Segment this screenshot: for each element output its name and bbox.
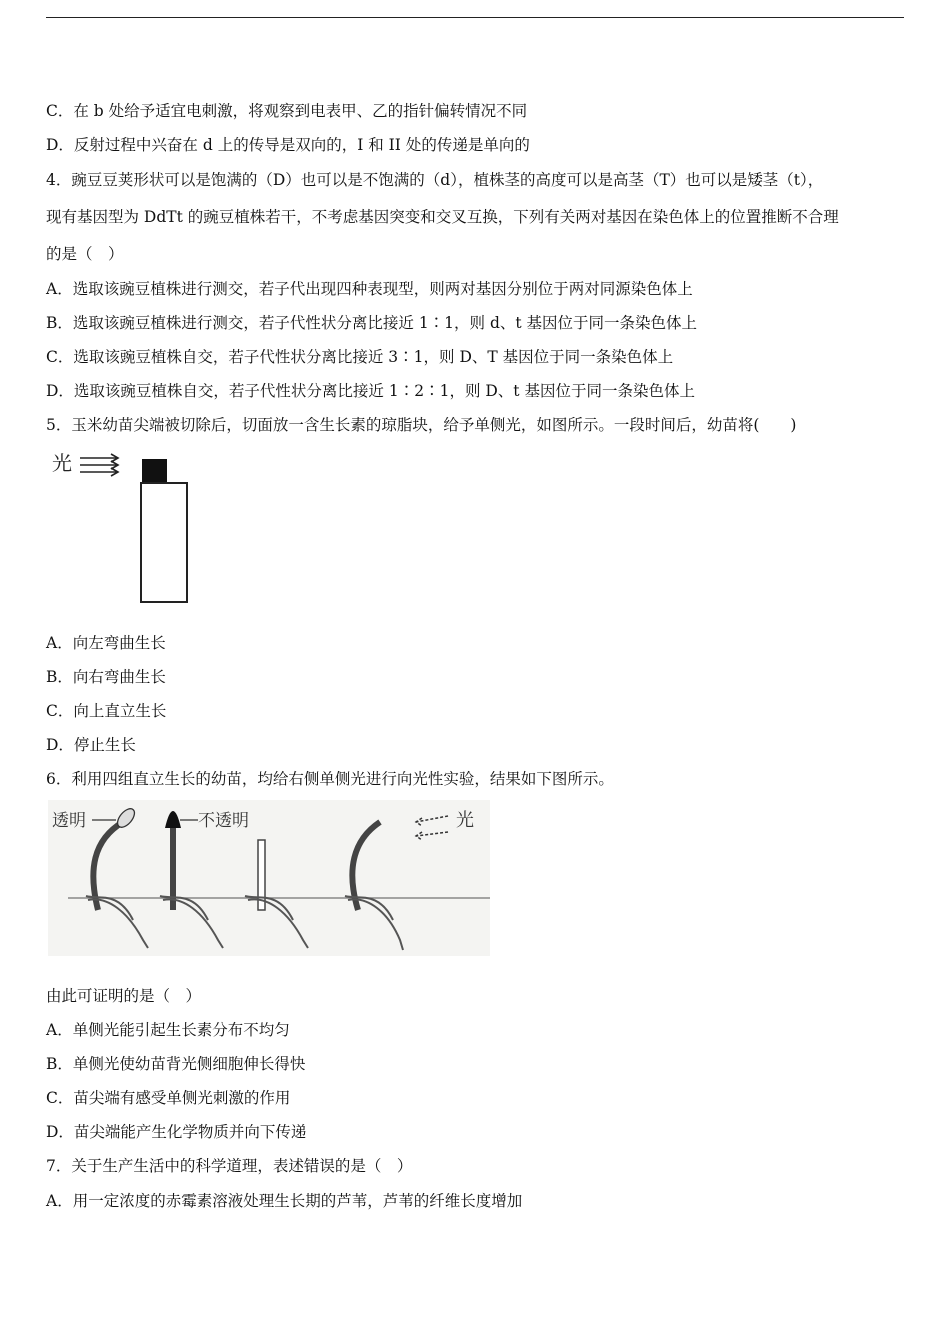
q5-option-b: B．向右弯曲生长	[46, 668, 166, 686]
q5-option-c: C．向上直立生长	[46, 702, 167, 720]
phototropism-figure	[48, 800, 490, 956]
q4-stem-line3: 的是（ ）	[46, 245, 124, 263]
q5-stem: 5．玉米幼苗尖端被切除后，切面放一含生长素的琼脂块，给予单侧光，如图所示。一段时间后，幼苗将( )	[46, 416, 797, 434]
q5-option-a: A．向左弯曲生长	[46, 634, 166, 652]
q4-option-b: B．选取该豌豆植株进行测交，若子代性状分离比接近 1∶1，则 d、t 基因位于同一条染色体上	[46, 314, 698, 332]
q6-option-c: C．苗尖端有感受单侧光刺激的作用	[46, 1089, 291, 1107]
q4-stem-line1: 4．豌豆豆荚形状可以是饱满的（D）也可以是不饱满的（d），植株茎的高度可以是高茎（T）也可以是矮茎（t），	[46, 171, 824, 189]
q6-prompt: 由此可证明的是（ ）	[46, 987, 202, 1005]
label-transparent: 透明	[52, 811, 86, 831]
seedling-transparent-cap	[86, 806, 148, 948]
light-arrows-fig2	[416, 816, 448, 840]
q6-option-a: A．单侧光能引起生长素分布不均匀	[46, 1021, 290, 1039]
q4-stem-line2: 现有基因型为 DdTt 的豌豆植株若干，不考虑基因突变和交叉互换，下列有关两对基因在染色体上的位置推断不合理	[46, 208, 839, 226]
q7-stem: 7．关于生产生活中的科学道理，表述错误的是（ ）	[46, 1157, 413, 1175]
q5-option-d: D．停止生长	[46, 736, 136, 754]
label-opaque: 不透明	[198, 811, 249, 831]
light-arrows	[80, 454, 118, 476]
q4-option-a: A．选取该豌豆植株进行测交，若子代出现四种表现型，则两对基因分别位于两对同源染色体上	[46, 280, 693, 298]
q6-option-b: B．单侧光使幼苗背光侧细胞伸长得快	[46, 1055, 306, 1073]
q4-option-d: D．选取该豌豆植株自交，若子代性状分离比接近 1∶2∶1，则 D、t 基因位于同一条染色体上	[46, 382, 695, 400]
seedling-tip-removed	[245, 840, 308, 948]
seedling-agar-figure	[48, 450, 198, 610]
q6-option-d: D．苗尖端能产生化学物质并向下传递	[46, 1123, 307, 1141]
q3-option-c: C．在 b 处给予适宜电刺激，将观察到电表甲、乙的指针偏转情况不同	[46, 102, 528, 120]
light-label: 光	[52, 451, 72, 475]
seedling-stem	[141, 483, 187, 602]
seedling-intact	[345, 822, 403, 950]
q7-option-a: A．用一定浓度的赤霉素溶液处理生长期的芦苇，芦苇的纤维长度增加	[46, 1192, 523, 1210]
seedling-opaque-cap	[160, 811, 223, 948]
agar-block	[142, 459, 167, 483]
q4-option-c: C．选取该豌豆植株自交，若子代性状分离比接近 3∶1，则 D、T 基因位于同一条染色体上	[46, 348, 674, 366]
q6-stem: 6．利用四组直立生长的幼苗，均给右侧单侧光进行向光性实验，结果如下图所示。	[46, 770, 614, 788]
header-rule	[46, 17, 904, 18]
q3-option-d: D．反射过程中兴奋在 d 上的传导是双向的，I 和 II 处的传递是单向的	[46, 136, 530, 154]
light-label-fig2: 光	[456, 810, 474, 831]
